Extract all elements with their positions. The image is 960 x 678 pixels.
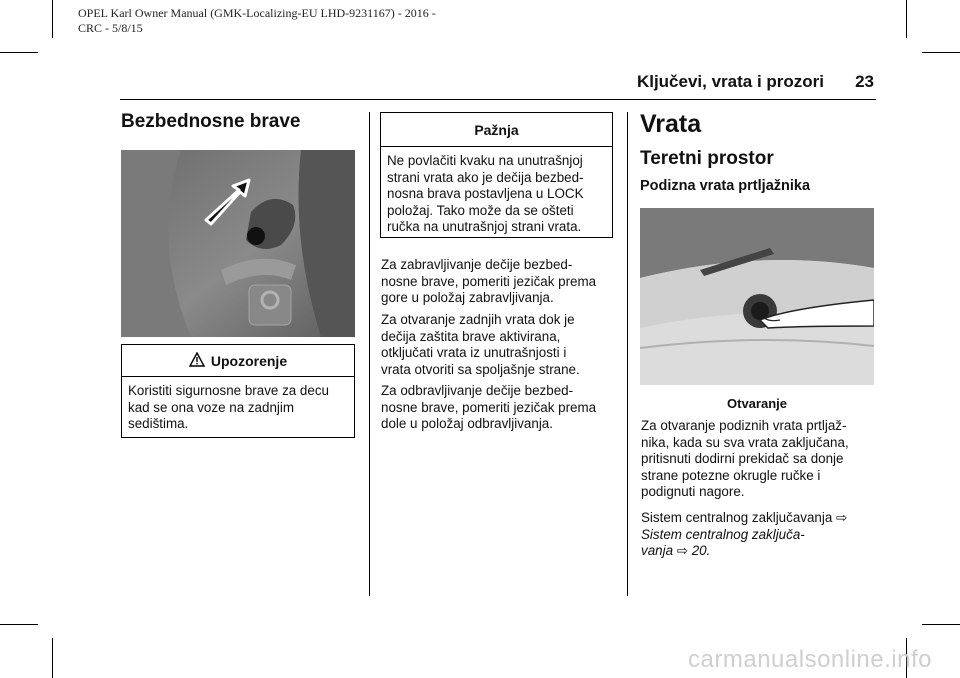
reference-link[interactable] xyxy=(641,527,805,559)
heading-child-locks: Bezbednosne brave xyxy=(121,111,301,132)
crop-mark xyxy=(906,0,907,38)
crop-mark xyxy=(0,52,38,53)
cross-reference xyxy=(641,510,881,560)
paragraph-open-tailgate: Za otvaranje podiznih vrata prtljaž- nika, kada su sva vrata zaključana, pritisnuti dodirni prekidač sa donje strane potezne okrugle ručke i podignuti nagore. xyxy=(641,418,849,499)
warning-text: Koristiti sigurnosne brave za decu kad se ona voze na zadnjim sedištima. xyxy=(128,383,329,431)
warning-triangle-icon xyxy=(189,352,205,370)
page-ref-arrow-icon: ⇨ xyxy=(836,510,848,525)
column-divider xyxy=(369,112,370,596)
reference-intro: Sistem centralnog zaključavanja xyxy=(641,510,833,525)
meta-line-2: CRC - 5/8/15 xyxy=(78,21,143,35)
document-meta xyxy=(78,6,436,36)
warning-header xyxy=(122,345,354,377)
reference-link-line-2: vanja xyxy=(641,543,674,558)
heading-cargo-area: Teretni prostor xyxy=(640,148,774,169)
reference-page: 20. xyxy=(691,543,711,558)
tailgate-illustration xyxy=(640,208,874,385)
crop-mark xyxy=(0,624,38,625)
crop-mark xyxy=(52,638,53,678)
page-ref-arrow-icon: ⇨ xyxy=(676,543,688,558)
crop-mark xyxy=(922,52,960,53)
header-rule xyxy=(120,99,876,100)
watermark: carmanualsonline.info xyxy=(688,646,932,673)
paragraph-open-rear-door: Za otvaranje zadnjih vrata dok je dečija zaštita brave aktivirana, otključati vrata iz unutrašnjosti i vrata otvoriti sa spoljašnje strane. xyxy=(381,312,580,377)
warning-box xyxy=(121,344,355,438)
heading-doors: Vrata xyxy=(640,110,702,138)
paragraph-lock: Za zabravljivanje dečije bezbed- nosne brave, pomeriti jezičak prema gore u položaj zabravljivanja. xyxy=(381,257,597,305)
heading-tailgate: Podizna vrata prtljažnika xyxy=(640,178,811,194)
notice-text: Ne povlačiti kvaku na unutrašnjoj strani vrata ako je dečija bezbed- nosna brava postavljena u LOCK položaj. Tako može da se ošteti ručka na unutrašnjoj strani vrata. xyxy=(387,153,584,234)
paragraph-unlock: Za odbravljivanje dečije bezbed- nosne brave, pomeriti jezičak prema dole u položaj odbravljivanja. xyxy=(381,383,597,431)
image-caption: Otvaranje xyxy=(727,396,787,411)
page-number: 23 xyxy=(855,72,874,91)
child-lock-illustration xyxy=(121,150,355,337)
notice-title: Pažnja xyxy=(474,121,519,138)
notice-header xyxy=(381,113,612,147)
crop-mark xyxy=(922,624,960,625)
reference-link-line-1: Sistem centralnog zaključa- xyxy=(641,526,805,542)
crop-mark xyxy=(52,0,53,38)
notice-box xyxy=(380,112,613,238)
section-title: Ključevi, vrata i prozori xyxy=(636,72,824,91)
warning-title: Upozorenje xyxy=(210,352,288,369)
column-divider xyxy=(627,112,628,596)
meta-line-1: OPEL Karl Owner Manual (GMK-Localizing-EU LHD-9231167) - 2016 - xyxy=(78,6,436,20)
